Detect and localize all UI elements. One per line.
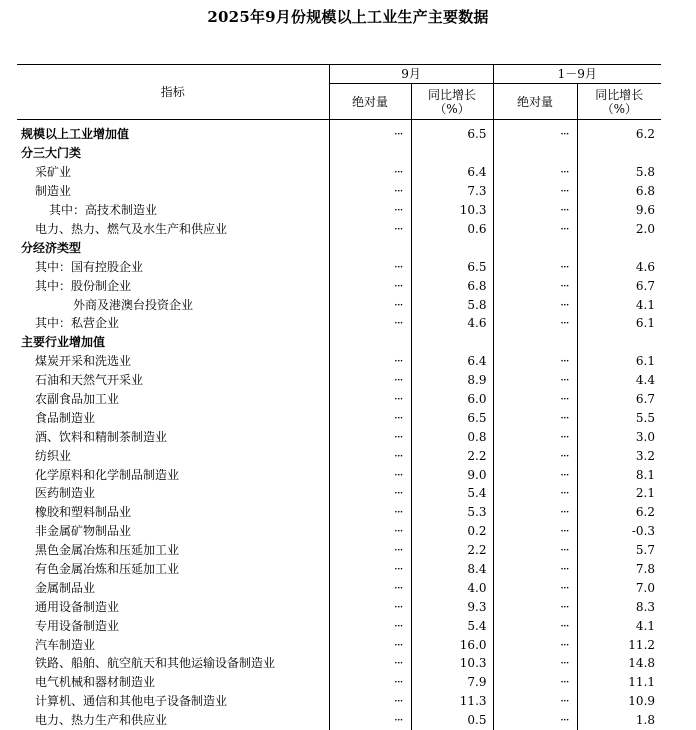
row-growth-ytd: 1.8	[577, 711, 661, 730]
row-growth-ytd: 4.1	[577, 616, 661, 635]
row-abs-ytd: ···	[493, 352, 577, 371]
row-abs-ytd: ···	[493, 295, 577, 314]
table-row	[17, 276, 661, 295]
row-abs-month: ···	[329, 163, 411, 182]
row-abs-ytd: ···	[493, 578, 577, 597]
row-abs-ytd: ···	[493, 408, 577, 427]
row-name: 采矿业	[35, 165, 72, 180]
row-growth-month: 6.0	[411, 390, 493, 409]
table-row	[17, 597, 661, 616]
row-growth-ytd: 6.8	[577, 182, 661, 201]
table-row	[17, 144, 661, 163]
row-growth-month: 6.8	[411, 276, 493, 295]
row-growth-ytd: 8.1	[577, 465, 661, 484]
table-row	[17, 711, 661, 730]
row-abs-month: ···	[329, 597, 411, 616]
row-growth-ytd: 6.1	[577, 352, 661, 371]
row-name: 化学原料和化学制品制造业	[35, 467, 180, 482]
row-abs-ytd	[493, 238, 577, 257]
row-growth-ytd: 10.9	[577, 692, 661, 711]
table-row	[17, 120, 661, 145]
table-row	[17, 238, 661, 257]
row-abs-ytd: ···	[493, 201, 577, 220]
header-growth-month	[411, 84, 493, 120]
table-row	[17, 427, 661, 446]
row-growth-ytd: 5.5	[577, 408, 661, 427]
table-row	[17, 484, 661, 503]
row-name: 其中：高技术制造业	[49, 203, 158, 218]
row-name: 主要行业增加值	[21, 335, 106, 350]
row-abs-month: ···	[329, 257, 411, 276]
row-growth-month: 6.5	[411, 408, 493, 427]
row-growth-month: 5.4	[411, 484, 493, 503]
table-row	[17, 616, 661, 635]
row-growth-month: 9.0	[411, 465, 493, 484]
row-growth-ytd: 7.8	[577, 560, 661, 579]
row-growth-month	[411, 144, 493, 163]
row-name: 有色金属冶炼和压延加工业	[35, 562, 180, 577]
row-growth-ytd: 11.2	[577, 635, 661, 654]
row-growth-ytd: 5.8	[577, 163, 661, 182]
row-abs-ytd: ···	[493, 276, 577, 295]
row-growth-month: 8.9	[411, 371, 493, 390]
table-row	[17, 635, 661, 654]
table-row	[17, 560, 661, 579]
row-growth-month: 5.3	[411, 503, 493, 522]
table-row	[17, 465, 661, 484]
row-abs-month	[329, 238, 411, 257]
row-abs-ytd	[493, 333, 577, 352]
row-growth-month: 7.9	[411, 673, 493, 692]
table-row	[17, 201, 661, 220]
table-row	[17, 446, 661, 465]
row-name: 其中：股份制企业	[35, 278, 132, 293]
row-abs-ytd: ···	[493, 522, 577, 541]
row-abs-month	[329, 333, 411, 352]
row-abs-month: ···	[329, 465, 411, 484]
row-abs-ytd: ···	[493, 371, 577, 390]
row-name: 其中：国有控股企业	[35, 259, 144, 274]
row-growth-ytd: 4.1	[577, 295, 661, 314]
row-abs-ytd: ···	[493, 314, 577, 333]
row-growth-month: 0.6	[411, 220, 493, 239]
row-abs-month: ···	[329, 635, 411, 654]
row-abs-month: ···	[329, 522, 411, 541]
row-growth-ytd: 6.1	[577, 314, 661, 333]
row-abs-month: ···	[329, 201, 411, 220]
row-growth-ytd: 14.8	[577, 654, 661, 673]
row-abs-month: ···	[329, 692, 411, 711]
row-name: 计算机、通信和其他电子设备制造业	[35, 694, 228, 709]
header-indicator: 指标	[160, 85, 185, 99]
row-growth-ytd: 4.6	[577, 257, 661, 276]
row-abs-ytd: ···	[493, 446, 577, 465]
table-row	[17, 408, 661, 427]
row-growth-ytd: 4.4	[577, 371, 661, 390]
row-name: 分经济类型	[21, 240, 82, 255]
row-name: 制造业	[35, 184, 72, 199]
row-growth-month: 11.3	[411, 692, 493, 711]
table-row	[17, 541, 661, 560]
row-name: 外商及港澳台投资企业	[73, 297, 194, 312]
row-abs-month: ···	[329, 220, 411, 239]
row-growth-month: 4.0	[411, 578, 493, 597]
table-row	[17, 220, 661, 239]
row-abs-ytd: ···	[493, 220, 577, 239]
row-growth-month: 5.8	[411, 295, 493, 314]
row-abs-ytd: ···	[493, 484, 577, 503]
row-abs-month: ···	[329, 446, 411, 465]
row-name: 电力、热力、燃气及水生产和供应业	[35, 222, 228, 236]
table-row	[17, 390, 661, 409]
row-growth-ytd: 3.0	[577, 427, 661, 446]
data-table	[17, 64, 661, 730]
row-name: 医药制造业	[35, 486, 96, 501]
row-abs-month: ···	[329, 616, 411, 635]
row-abs-month: ···	[329, 120, 411, 145]
row-growth-month: 10.3	[411, 201, 493, 220]
row-name: 专用设备制造业	[35, 618, 120, 633]
row-growth-ytd: 3.2	[577, 446, 661, 465]
row-abs-ytd: ···	[493, 654, 577, 673]
row-growth-ytd: 5.7	[577, 541, 661, 560]
table-row	[17, 314, 661, 333]
row-growth-month: 6.4	[411, 352, 493, 371]
row-abs-month: ···	[329, 371, 411, 390]
row-growth-ytd: 2.0	[577, 220, 661, 239]
row-growth-month: 6.5	[411, 120, 493, 145]
row-growth-month	[411, 333, 493, 352]
row-name: 铁路、船舶、航空航天和其他运输设备制造业	[35, 656, 276, 671]
row-growth-month: 0.2	[411, 522, 493, 541]
row-growth-ytd: 8.3	[577, 597, 661, 616]
row-name: 煤炭开采和洗选业	[35, 354, 132, 369]
row-name: 分三大门类	[21, 146, 82, 161]
row-abs-ytd: ···	[493, 503, 577, 522]
row-abs-month: ···	[329, 654, 411, 673]
row-growth-month: 4.6	[411, 314, 493, 333]
row-growth-month: 2.2	[411, 446, 493, 465]
row-growth-month	[411, 238, 493, 257]
row-growth-month: 0.8	[411, 427, 493, 446]
row-abs-month: ···	[329, 541, 411, 560]
row-abs-ytd: ···	[493, 390, 577, 409]
row-name: 农副食品加工业	[35, 392, 120, 407]
row-name: 纺织业	[35, 448, 72, 463]
row-name: 金属制品业	[35, 580, 96, 595]
row-growth-month: 6.5	[411, 257, 493, 276]
row-abs-month: ···	[329, 560, 411, 579]
table-row	[17, 578, 661, 597]
row-growth-ytd	[577, 333, 661, 352]
header-growth-label: 同比增长	[428, 87, 477, 102]
row-abs-month: ···	[329, 503, 411, 522]
row-abs-month: ···	[329, 182, 411, 201]
table-row	[17, 522, 661, 541]
row-name: 酒、饮料和精制茶制造业	[35, 429, 168, 444]
row-abs-ytd	[493, 144, 577, 163]
table-row	[17, 352, 661, 371]
row-growth-ytd: 6.2	[577, 120, 661, 145]
row-growth-ytd: 9.6	[577, 201, 661, 220]
row-abs-ytd: ···	[493, 711, 577, 730]
header-month: 9月	[329, 65, 493, 84]
row-growth-month: 5.4	[411, 616, 493, 635]
row-growth-month: 9.3	[411, 597, 493, 616]
row-name: 食品制造业	[35, 410, 96, 425]
row-abs-ytd: ···	[493, 257, 577, 276]
row-growth-month: 10.3	[411, 654, 493, 673]
row-abs-ytd: ···	[493, 635, 577, 654]
row-abs-ytd: ···	[493, 673, 577, 692]
row-growth-month: 7.3	[411, 182, 493, 201]
row-abs-ytd: ···	[493, 182, 577, 201]
row-abs-month: ···	[329, 390, 411, 409]
header-growth-ytd	[577, 84, 661, 120]
row-abs-ytd: ···	[493, 560, 577, 579]
row-abs-month: ···	[329, 711, 411, 730]
table-row	[17, 333, 661, 352]
header-ytd: 1－9月	[493, 65, 661, 84]
row-abs-month: ···	[329, 295, 411, 314]
row-abs-ytd: ···	[493, 541, 577, 560]
row-abs-ytd: ···	[493, 427, 577, 446]
row-growth-ytd: 6.7	[577, 276, 661, 295]
table-row	[17, 295, 661, 314]
row-growth-month: 6.4	[411, 163, 493, 182]
row-growth-ytd: 7.0	[577, 578, 661, 597]
row-growth-month: 16.0	[411, 635, 493, 654]
row-name: 其中：私营企业	[35, 316, 120, 331]
row-growth-ytd	[577, 144, 661, 163]
row-name: 石油和天然气开采业	[35, 373, 144, 388]
table-row	[17, 503, 661, 522]
row-name: 汽车制造业	[35, 637, 96, 652]
row-abs-ytd: ···	[493, 163, 577, 182]
row-name: 电力、热力生产和供应业	[35, 713, 168, 728]
row-growth-ytd: 2.1	[577, 484, 661, 503]
table-row	[17, 371, 661, 390]
table-row	[17, 673, 661, 692]
table-row	[17, 257, 661, 276]
row-name: 黑色金属冶炼和压延加工业	[35, 543, 180, 558]
row-growth-month: 2.2	[411, 541, 493, 560]
row-abs-month: ···	[329, 352, 411, 371]
row-name: 电气机械和器材制造业	[35, 675, 156, 690]
table-row	[17, 654, 661, 673]
page-title: 2025年9月份规模以上工业生产主要数据	[207, 8, 489, 26]
row-abs-month: ···	[329, 578, 411, 597]
row-abs-ytd: ···	[493, 597, 577, 616]
row-growth-ytd: 11.1	[577, 673, 661, 692]
row-abs-ytd: ···	[493, 616, 577, 635]
table-row	[17, 182, 661, 201]
row-name: 橡胶和塑料制品业	[35, 505, 132, 520]
header-growth-unit: （%）	[434, 101, 470, 116]
row-abs-ytd: ···	[493, 120, 577, 145]
row-abs-month	[329, 144, 411, 163]
header-absolute-ytd: 绝对量	[493, 84, 577, 120]
table-row	[17, 692, 661, 711]
row-name: 规模以上工业增加值	[21, 127, 130, 141]
row-growth-ytd	[577, 238, 661, 257]
row-abs-month: ···	[329, 427, 411, 446]
row-abs-ytd: ···	[493, 692, 577, 711]
row-abs-ytd: ···	[493, 465, 577, 484]
row-growth-month: 0.5	[411, 711, 493, 730]
row-name: 非金属矿物制品业	[35, 524, 132, 539]
row-growth-month: 8.4	[411, 560, 493, 579]
row-growth-ytd: 6.2	[577, 503, 661, 522]
header-growth-unit: （%）	[601, 101, 637, 116]
row-abs-month: ···	[329, 314, 411, 333]
row-growth-ytd: 6.7	[577, 390, 661, 409]
table-row	[17, 163, 661, 182]
header-absolute-month: 绝对量	[329, 84, 411, 120]
row-abs-month: ···	[329, 673, 411, 692]
row-abs-month: ···	[329, 408, 411, 427]
row-growth-ytd: -0.3	[577, 522, 661, 541]
row-abs-month: ···	[329, 484, 411, 503]
row-abs-month: ···	[329, 276, 411, 295]
header-growth-label: 同比增长	[595, 87, 644, 102]
row-name: 通用设备制造业	[35, 599, 120, 614]
